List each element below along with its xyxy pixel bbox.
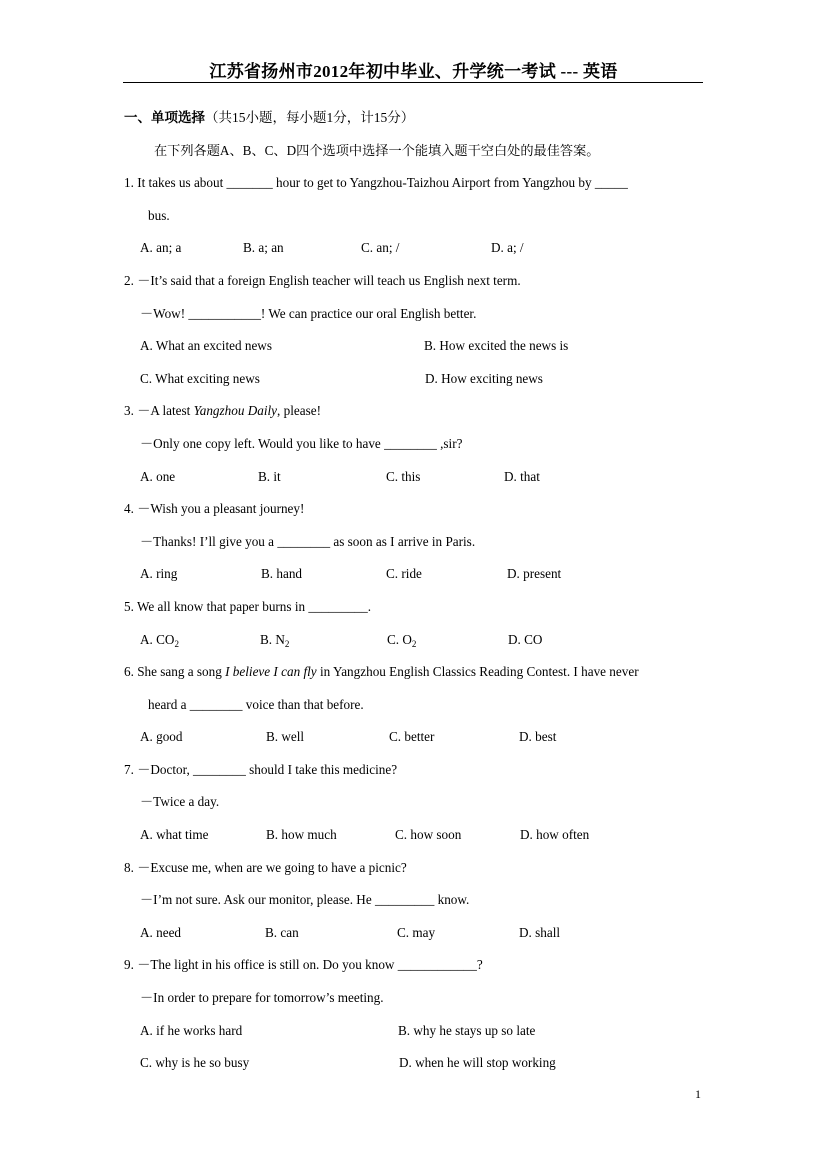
option-b: B. it [258,468,281,484]
option-d-formula: D. CO [508,631,543,647]
question-8-options [124,917,709,950]
option-b: B. hand [261,566,303,582]
option-a: A. good [140,729,183,745]
option-c-formula: C. O [387,631,412,647]
question-2-stem: 2. －It’s said that a foreign English teacher will teach us English next term. [124,272,521,288]
option-a: A. if he works hard [140,1022,243,1038]
question-6-options [124,721,709,754]
option-c: C. why is he so busy [140,1055,250,1071]
option-b: B. why he stays up so late [398,1022,536,1038]
question-6-stem-pre: 6. She sang a song [124,664,226,680]
option-c: C. an; / [361,240,400,256]
section-heading [124,102,709,135]
option-b [260,624,289,657]
option-b: B. how much [266,827,337,843]
option-a: A. what time [140,827,209,843]
option-c: C. how soon [395,827,462,843]
option-a: A. one [140,468,176,484]
question-1-stem-cont: bus. [148,207,170,223]
option-b: B. can [265,924,299,940]
page-title: 江苏省扬州市2012年初中毕业、升学统一考试 --- 英语 [209,62,618,81]
question-3-stem-italic: Yangzhou Daily [193,403,278,419]
question-7-stem: 7. －Doctor, ________ should I take this medicine? [124,761,398,777]
question-5-stem: 5. We all know that paper burns in _________. [124,598,372,614]
question-9-stem: 9. －The light in his office is still on. Do you know ____________? [124,957,483,973]
question-6-stem-italic: I believe I can fly [225,664,317,680]
option-d: D. How exciting news [425,370,543,386]
option-b: B. a; an [243,240,284,256]
option-c: C. What exciting news [140,370,260,386]
option-d: D. how often [520,827,590,843]
question-8-reply: －I’m not sure. Ask our monitor, please. He _________ know. [140,892,470,908]
question-9-options-row1 [124,1015,709,1048]
option-c: C. this [386,468,421,484]
section-heading-bold: 一、单项选择 [124,110,205,125]
option-d [508,624,542,657]
question-7-options [124,819,709,852]
option-c: C. may [397,924,436,940]
option-b-formula: B. N [260,631,285,647]
question-1-stem: 1. It takes us about _______ hour to get to Yangzhou-Taizhou Airport from Yangzhou by _____ [124,175,628,191]
option-a: A. ring [140,566,178,582]
section-heading-detail: （共15小题，每小题1分，计15分） [205,110,415,125]
option-b-subscript: 2 [284,638,290,649]
option-d: D. a; / [491,240,524,256]
option-a-formula: A. CO [140,631,175,647]
section-instruction: 在下列各题A、B、C、D四个选项中选择一个能填入题干空白处的最佳答案。 [154,142,600,158]
question-9-reply: －In order to prepare for tomorrow’s meeting. [140,990,384,1006]
option-d: D. present [507,566,562,582]
question-6-stem-post: in Yangzhou English Classics Reading Contest. I have never [316,664,639,680]
question-4-stem: 4. －Wish you a pleasant journey! [124,501,305,517]
option-c: C. better [389,729,435,745]
option-c [387,624,416,657]
question-8-stem: 8. －Excuse me, when are we going to have a picnic? [124,859,407,875]
option-a: A. What an excited news [140,338,272,354]
option-a-subscript: 2 [174,638,179,649]
question-6-stem-cont: heard a ________ voice than that before. [148,696,364,712]
option-d: D. that [504,468,540,484]
question-4-options [124,558,709,591]
question-2-reply: －Wow! ___________! We can practice our oral English better. [140,305,477,321]
question-9-options-row2 [124,1047,709,1080]
question-3-options [124,461,709,494]
option-d: D. shall [519,924,561,940]
question-7-reply: －Twice a day. [140,794,220,810]
option-b: B. How excited the news is [424,338,569,354]
question-1-options [124,232,709,265]
question-2-options-row2 [124,363,709,396]
option-a: A. need [140,924,182,940]
option-c: C. ride [386,566,422,582]
question-3-stem [124,395,709,428]
question-4-reply: －Thanks! I’ll give you a ________ as soon as I arrive in Paris. [140,533,476,549]
title-divider [123,82,703,83]
exam-content [124,102,709,1080]
option-a [140,624,179,657]
question-3-stem-pre: 3. －A latest [124,403,194,419]
question-5-options [124,624,709,657]
question-3-stem-post: , please! [277,403,321,419]
option-b: B. well [266,729,305,745]
option-d: D. when he will stop working [399,1055,556,1071]
question-6-stem [124,656,709,689]
page-number: 1 [695,1087,701,1101]
option-c-subscript: 2 [411,638,417,649]
question-3-reply: －Only one copy left. Would you like to have ________ ,sir? [140,435,463,451]
question-2-options-row1 [124,330,709,363]
option-a: A. an; a [140,240,182,256]
option-d: D. best [519,729,557,745]
